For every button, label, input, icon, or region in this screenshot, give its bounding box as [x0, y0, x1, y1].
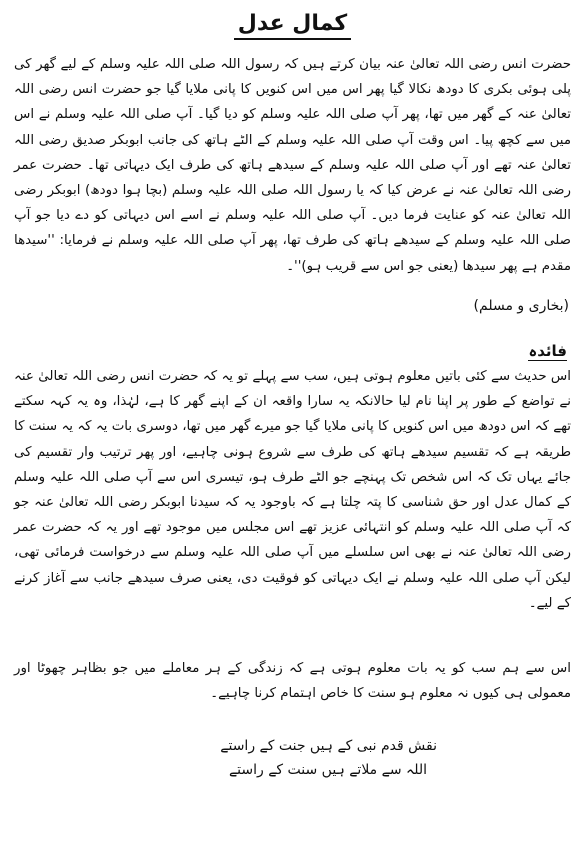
section-heading — [528, 342, 567, 360]
hadith-paragraph: حضرت انس رضی اللہ تعالیٰ عنہ بیان کرتے ہیں کہ رسول اللہ صلی اللہ علیہ وسلم کے لیے گھر کی پلی ہوئی بکری کا دودھ نکالا گیا پھر اس میں اس کنویں کا پانی ملایا گیا جو حضرت انس رضی اللہ تعالیٰ عنہ کے گھر میں تھا، پھر آپ صلی اللہ علیہ وسلم کو دیا گیا۔ آپ صلی اللہ علیہ وسلم نے اس میں سے کچھ پیا۔ اس وقت آپ صلی اللہ علیہ وسلم کے الٹے ہاتھ کی جانب ابوبکر صدیق رضی اللہ تعالیٰ عنہ تھے اور آپ صلی اللہ علیہ وسلم کے سیدھے ہاتھ کی طرف ایک دیہاتی تھا۔ حضرت عمر رضی اللہ تعالیٰ عنہ نے عرض کیا کہ یا رسول اللہ صلی اللہ علیہ وسلم (بچا ہوا دودھ) ابوبکر رضی اللہ تعالیٰ عنہ کو عنایت فرما دیں۔ آپ صلی اللہ علیہ وسلم نے اسے اس دیہاتی کو دے دیا جو آپ صلی اللہ علیہ وسلم کے سیدھے ہاتھ کی طرف تھا، پھر آپ صلی اللہ علیہ وسلم نے فرمایا: ''سیدھا مقدم ہے پھر سیدھا (یعنی جو اس سے قریب ہو)''۔ — [14, 57, 571, 274]
benefit-paragraph: اس حدیث سے کئی باتیں معلوم ہوتی ہیں، سب سے پہلے تو یہ کہ حضرت انس رضی اللہ تعالیٰ عنہ نے تواضع کے طور پر اپنا نام لیا حالانکہ یہ سارا واقعہ ان کے اپنے گھر کا ہے، لہٰذا، وہ یہ کہہ سکتے تھے کہ اس دودھ میں اس کنویں کا پانی ملایا گیا جو میرے گھر میں تھا، دوسری بات یہ کہ یہ سنت کا طریقہ ہے کہ تقسیم سیدھے ہاتھ کی طرف سے شروع ہونی چاہیے، اور پھر ترتیب وار تقسیم کی جائے یہاں تک کہ اس شخص تک پہنچے جو الٹے طرف ہو، تیسری اس سے آپ صلی اللہ علیہ وسلم کے کمال عدل اور حق شناسی کا پتہ چلتا ہے کہ باوجود یہ کہ سیدنا ابوبکر رضی اللہ تعالیٰ عنہ جو کہ آپ صلی اللہ علیہ وسلم کو انتہائی عزیز تھے اس مجلس میں موجود تھے اور یہ کہ حضرت عمر رضی اللہ تعالیٰ عنہ نے بھی اس سلسلے میں آپ صلی اللہ علیہ وسلم سے درخواست فرمائی تھی، لیکن آپ صلی اللہ علیہ وسلم نے ایک دیہاتی کو فوقیت دی، یعنی صرف سیدھے جانب سے آغاز کرنے کے لیے۔ — [14, 369, 571, 611]
conclusion-paragraph: اس سے ہم سب کو یہ بات معلوم ہوتی ہے کہ زندگی کے ہر معاملے میں جو بظاہر چھوٹا اور معمولی ہی کیوں نہ معلوم ہو سنت کا خاص اہتمام کرنا چاہیے۔ — [14, 661, 571, 702]
heading-text: فائدہ — [528, 342, 567, 360]
page-title — [0, 10, 585, 38]
title-text: کمال عدل — [234, 11, 351, 40]
hadith-reference: (بخاری و مسلم) — [473, 298, 569, 314]
verse-line-2: اللہ سے ملاتے ہیں سنت کے راستے — [228, 762, 427, 778]
verse-line-1: نقش قدم نبی کے ہیں جنت کے راستے — [220, 738, 437, 754]
